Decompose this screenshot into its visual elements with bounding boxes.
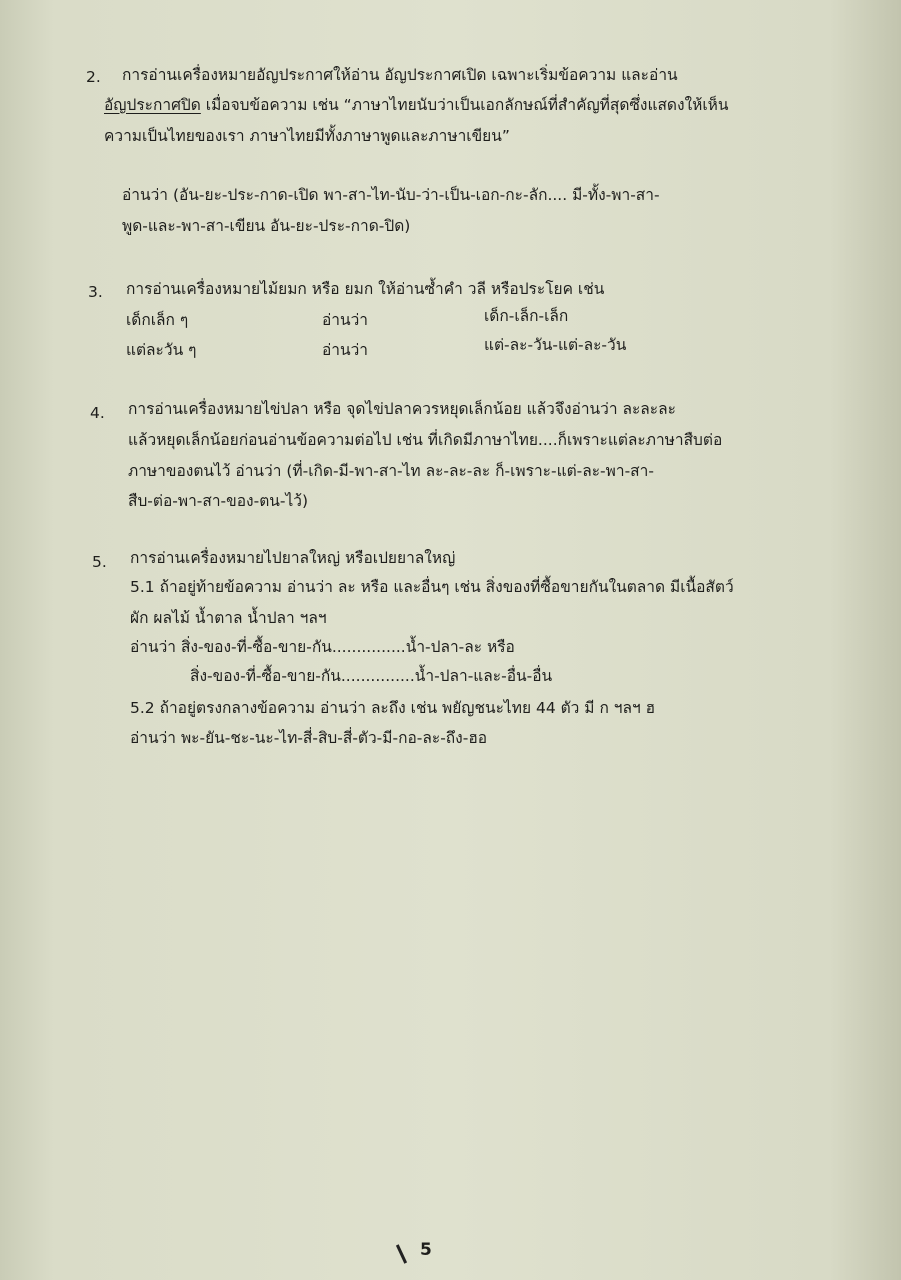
item2-line2-rest: เมื่อจบข้อความ เช่น “ภาษาไทยนับว่าเป็นเอกลักษณ์ที่สำคัญที่สุดซึ่งแสดงให้เห็น: [200, 96, 729, 114]
example-word: เด็กเล็ก ๆ: [126, 311, 189, 329]
item2-reading-1: อ่านว่า (อัน-ยะ-ประ-กาด-เปิด พา-สา-ไท-นับ-ว่า-เป็น-เอก-กะ-ลัก.... มี-ทั้ง-พา-สา-: [122, 186, 660, 204]
item4-line3: ภาษาของตนไว้ อ่านว่า (ที่-เกิด-มี-พา-สา-ไท ละ-ละ-ละ ก็-เพราะ-แต่-ละ-พา-สา-: [128, 462, 654, 480]
item2-line1: การอ่านเครื่องหมายอัญประกาศให้อ่าน อัญประกาศเปิด เฉพาะเริ่มข้อความ และอ่าน: [122, 66, 678, 84]
item4-line4: สืบ-ต่อ-พา-สา-ของ-ตน-ไว้): [128, 492, 308, 510]
item4-line1: การอ่านเครื่องหมายไข่ปลา หรือ จุดไข่ปลาควรหยุดเล็กน้อย แล้วจึงอ่านว่า ละละละ: [128, 400, 676, 418]
page-number: 5: [420, 1240, 432, 1260]
item5-1-reading-1: อ่านว่า สิ่ง-ของ-ที่-ซื้อ-ขาย-กัน...............น้ำ-ปลา-ละ หรือ: [130, 638, 515, 656]
item2-reading-2: พูด-และ-พา-สา-เขียน อัน-ยะ-ประ-กาด-ปิด): [122, 217, 411, 235]
example-reads-label: อ่านว่า: [322, 341, 369, 359]
item3-number: 3.: [88, 283, 103, 301]
example-reads-label: อ่านว่า: [322, 311, 369, 329]
item5-1-line1: 5.1 ถ้าอยู่ท้ายข้อความ อ่านว่า ละ หรือ และอื่นๆ เช่น สิ่งของที่ซื้อขายกันในตลาด มีเนื้อสัตว์: [130, 578, 734, 596]
example-reading: แต่-ละ-วัน-แต่-ละ-วัน: [484, 336, 627, 354]
item5-2-reading: อ่านว่า พะ-ยัน-ชะ-นะ-ไท-สี่-สิบ-สี่-ตัว-มี-กอ-ละ-ถึง-ฮอ: [130, 729, 488, 747]
item5-number: 5.: [92, 553, 107, 571]
item5-line1: การอ่านเครื่องหมายไปยาลใหญ่ หรือเปยยาลใหญ่: [130, 549, 456, 567]
item2-line3: ความเป็นไทยของเรา ภาษาไทยมีทั้งภาษาพูดและภาษาเขียน”: [104, 127, 510, 145]
item2-number: 2.: [86, 68, 101, 86]
item2-line2: [104, 96, 728, 115]
item3-line1: การอ่านเครื่องหมายไม้ยมก หรือ ยมก ให้อ่านซ้ำคำ วลี หรือประโยค เช่น: [126, 280, 605, 298]
item2-underlined-term: อัญประกาศปิด: [104, 96, 201, 114]
item5-1-line2: ผัก ผลไม้ น้ำตาล น้ำปลา ฯลฯ: [130, 609, 327, 627]
item5-2-line1: 5.2 ถ้าอยู่ตรงกลางข้อความ อ่านว่า ละถึง เช่น พยัญชนะไทย 44 ตัว มี ก ฯลฯ ฮ: [130, 699, 656, 717]
example-reading: เด็ก-เล็ก-เล็ก: [484, 307, 569, 325]
item4-line2: แล้วหยุดเล็กน้อยก่อนอ่านข้อความต่อไป เช่น ที่เกิดมีภาษาไทย....ก็เพราะแต่ละภาษาสืบต่อ: [128, 431, 723, 449]
example-word: แต่ละวัน ๆ: [126, 341, 197, 359]
item4-number: 4.: [90, 404, 105, 422]
item5-1-reading-2: สิ่ง-ของ-ที่-ซื้อ-ขาย-กัน...............น้ำ-ปลา-และ-อื่น-อื่น: [190, 667, 553, 685]
pen-mark: [396, 1244, 407, 1263]
